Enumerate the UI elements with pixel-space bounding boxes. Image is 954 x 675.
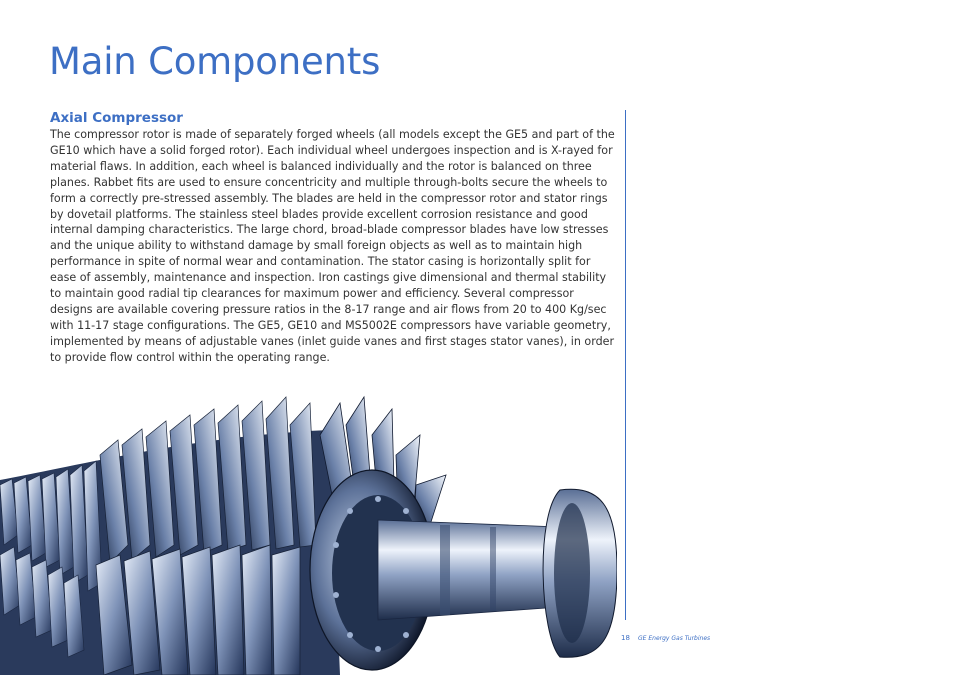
column-divider xyxy=(625,110,626,620)
body-paragraph: The compressor rotor is made of separately forged wheels (all models except the GE5 and part of the GE10 which have a solid forged rotor). Each individual wheel undergoes inspection and is X-rayed for material flaws. In addition, each wheel is balanced individually and the rotor is balanced on three planes. Rabbet fits are used to ensure concentricity and multiple through-bolts secure the wheels to form a correctly pre-stressed assembly. The blades are held in the compressor rotor and stator rings by dovetail platforms. The stainless steel blades provide excellent corrosion resistance and good internal damping characteristics. The large chord, broad-blade compressor blades have low stresses and the unique ability to withstand damage by small foreign objects as well as to maintain high performance in spite of normal wear and contamination. The stator casing is horizontally split for ease of assembly, maintenance and inspection. Iron castings give dimensional and thermal stability to maintain good radial tip clearances for maximum power and efficiency. Several compressor designs are available covering pressure ratios in the 8-17 range and air flows from 20 to 400 Kg/sec with 11-17 stage configurations. The GE5, GE10 and MS5002E compressors have variable geometry, implemented by means of adjustable vanes (inlet guide vanes and first stages stator vanes), in order to provide flow control within the operating range. xyxy=(50,128,615,364)
page-title: Main Components xyxy=(49,40,381,83)
page-number: 18 xyxy=(621,634,630,642)
section-heading: Axial Compressor xyxy=(50,110,183,126)
footer-label: GE Energy Gas Turbines xyxy=(638,635,711,642)
compressor-rotor-image xyxy=(0,395,617,675)
